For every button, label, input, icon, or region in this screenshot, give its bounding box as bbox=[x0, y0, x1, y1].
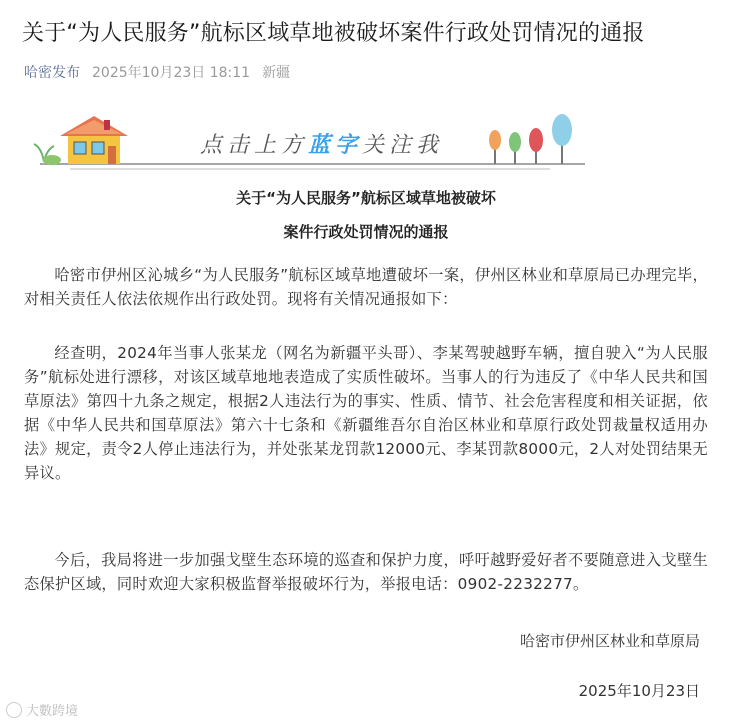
publish-location: 新疆 bbox=[262, 65, 291, 81]
follow-prompt-text: 点击上方 bbox=[200, 133, 309, 158]
notice-heading-line2: 案件行政处罚情况的通报 bbox=[283, 223, 449, 241]
follow-prompt[interactable] bbox=[200, 128, 443, 159]
tree-icon bbox=[489, 130, 501, 164]
issue-date: 2025年10月23日 bbox=[578, 682, 700, 700]
article-meta bbox=[24, 62, 290, 82]
watermark bbox=[6, 700, 78, 719]
publish-date: 2025年10月23日 18:11 bbox=[92, 65, 251, 81]
notice-heading-line1: 关于“为人民服务”航标区域草地被破坏 bbox=[236, 189, 496, 207]
notice-paragraph: 经查明，2024年当事人张某龙（网名为新疆平头哥）、李某驾驶越野车辆，擅自驶入“为人民服务”航标处进行漂移，对该区域草地地表造成了实质性破坏。当事人的行为违反了《中华人民共和国草原法》第四十九条之规定，根据2人违法行为的事实、性质、情节、社会危害程度和相关证据，依据《中华人民共和国草原法》第六十七条和《新疆维吾尔自治区林业和草原行政处罚裁量权适用办法》规定，责令2人停止违法行为，并处张某龙罚款12000元、李某罚款8000元，2人对处罚结果无异议。 bbox=[24, 344, 708, 483]
account-name-link[interactable]: 哈密发布 bbox=[24, 65, 80, 81]
follow-prompt-highlight: 蓝字 bbox=[308, 132, 363, 158]
issuer-signature: 哈密市伊州区林业和草原局 bbox=[519, 632, 700, 650]
follow-prompt-text: 关注我 bbox=[362, 133, 444, 158]
article-title: 关于“为人民服务”航标区域草地被破坏案件行政处罚情况的通报 bbox=[22, 21, 645, 46]
watermark-text: 大數跨境 bbox=[26, 704, 79, 719]
tree-icon bbox=[509, 132, 521, 164]
tree-icon bbox=[552, 114, 572, 164]
watermark-logo-icon bbox=[6, 702, 22, 718]
notice-paragraph: 哈密市伊州区沁城乡“为人民服务”航标区域草地遭破坏一案，伊州区林业和草原局已办理完毕，对相关责任人依法依规作出行政处罚。现将有关情况通报如下： bbox=[24, 266, 708, 309]
notice-paragraph: 今后，我局将进一步加强戈壁生态环境的巡查和保护力度，呼吁越野爱好者不要随意进入戈壁生态保护区域，同时欢迎大家积极监督举报破坏行为，举报电话：0902-2232277。 bbox=[24, 551, 708, 594]
house-icon bbox=[60, 116, 128, 164]
tree-icon bbox=[529, 128, 543, 164]
